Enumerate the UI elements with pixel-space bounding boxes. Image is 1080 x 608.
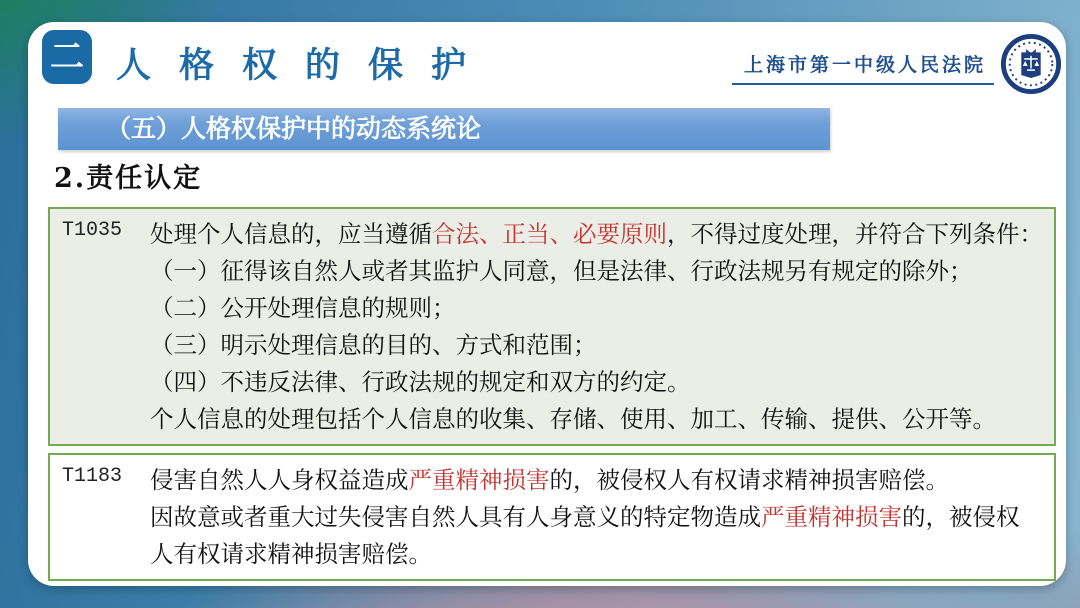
article-text-line <box>150 216 1046 253</box>
body-text: ，不得过度处理，并符合下列条件： <box>667 220 1043 248</box>
article-text-line <box>150 364 1046 401</box>
article-text <box>150 209 1054 444</box>
article-text <box>150 455 1054 579</box>
emphasis-text: 合法、正当、必要原则 <box>432 220 667 248</box>
page-title: 人格权的保护 <box>116 46 495 85</box>
article-text-line <box>150 401 1046 438</box>
body-text: 的，被侵权人有权请求精神损害赔偿。 <box>549 466 949 494</box>
article-number: T1183 <box>62 465 123 488</box>
court-name: 上海市第一中级人民法院 <box>732 50 994 85</box>
chapter-badge: 二 <box>42 30 92 84</box>
body-text: 个人信息的处理包括个人信息的收集、存储、使用、加工、传输、提供、公开等。 <box>150 405 996 433</box>
article-text-line <box>150 327 1046 364</box>
article-text-line <box>150 536 1046 573</box>
emphasis-text: 严重精神损害 <box>408 466 550 494</box>
section-banner: （五）人格权保护中的动态系统论 <box>58 108 830 150</box>
article-text-line <box>150 290 1046 327</box>
body-text: （四）不违反法律、行政法规的规定和双方的约定。 <box>150 368 691 396</box>
article-text-line <box>150 462 1046 499</box>
law-card <box>48 207 1056 581</box>
body-text: （三）明示处理信息的目的、方式和范围； <box>150 331 597 359</box>
law-article-row <box>48 453 1056 581</box>
section-heading: 2.责任认定 <box>54 163 203 194</box>
body-text: 处理个人信息的，应当遵循 <box>150 220 432 248</box>
body-text: 侵害自然人人身权益造成 <box>150 466 409 494</box>
body-text: （二）公开处理信息的规则； <box>150 294 456 322</box>
emphasis-text: 严重精神损害 <box>761 503 902 531</box>
body-text: （一）征得该自然人或者其监护人同意，但是法律、行政法规另有规定的除外； <box>150 257 973 285</box>
article-text-line <box>150 499 1046 536</box>
court-logo-icon <box>1000 33 1062 95</box>
article-text-line <box>150 253 1046 290</box>
article-number: T1035 <box>62 219 123 242</box>
body-text: 的，被侵权 <box>902 503 1020 531</box>
body-text: 因故意或者重大过失侵害自然人具有人身意义的特定物造成 <box>150 503 761 531</box>
law-article-row <box>48 207 1056 446</box>
content-card <box>28 22 1066 586</box>
body-text: 人有权请求精神损害赔偿。 <box>150 540 432 568</box>
